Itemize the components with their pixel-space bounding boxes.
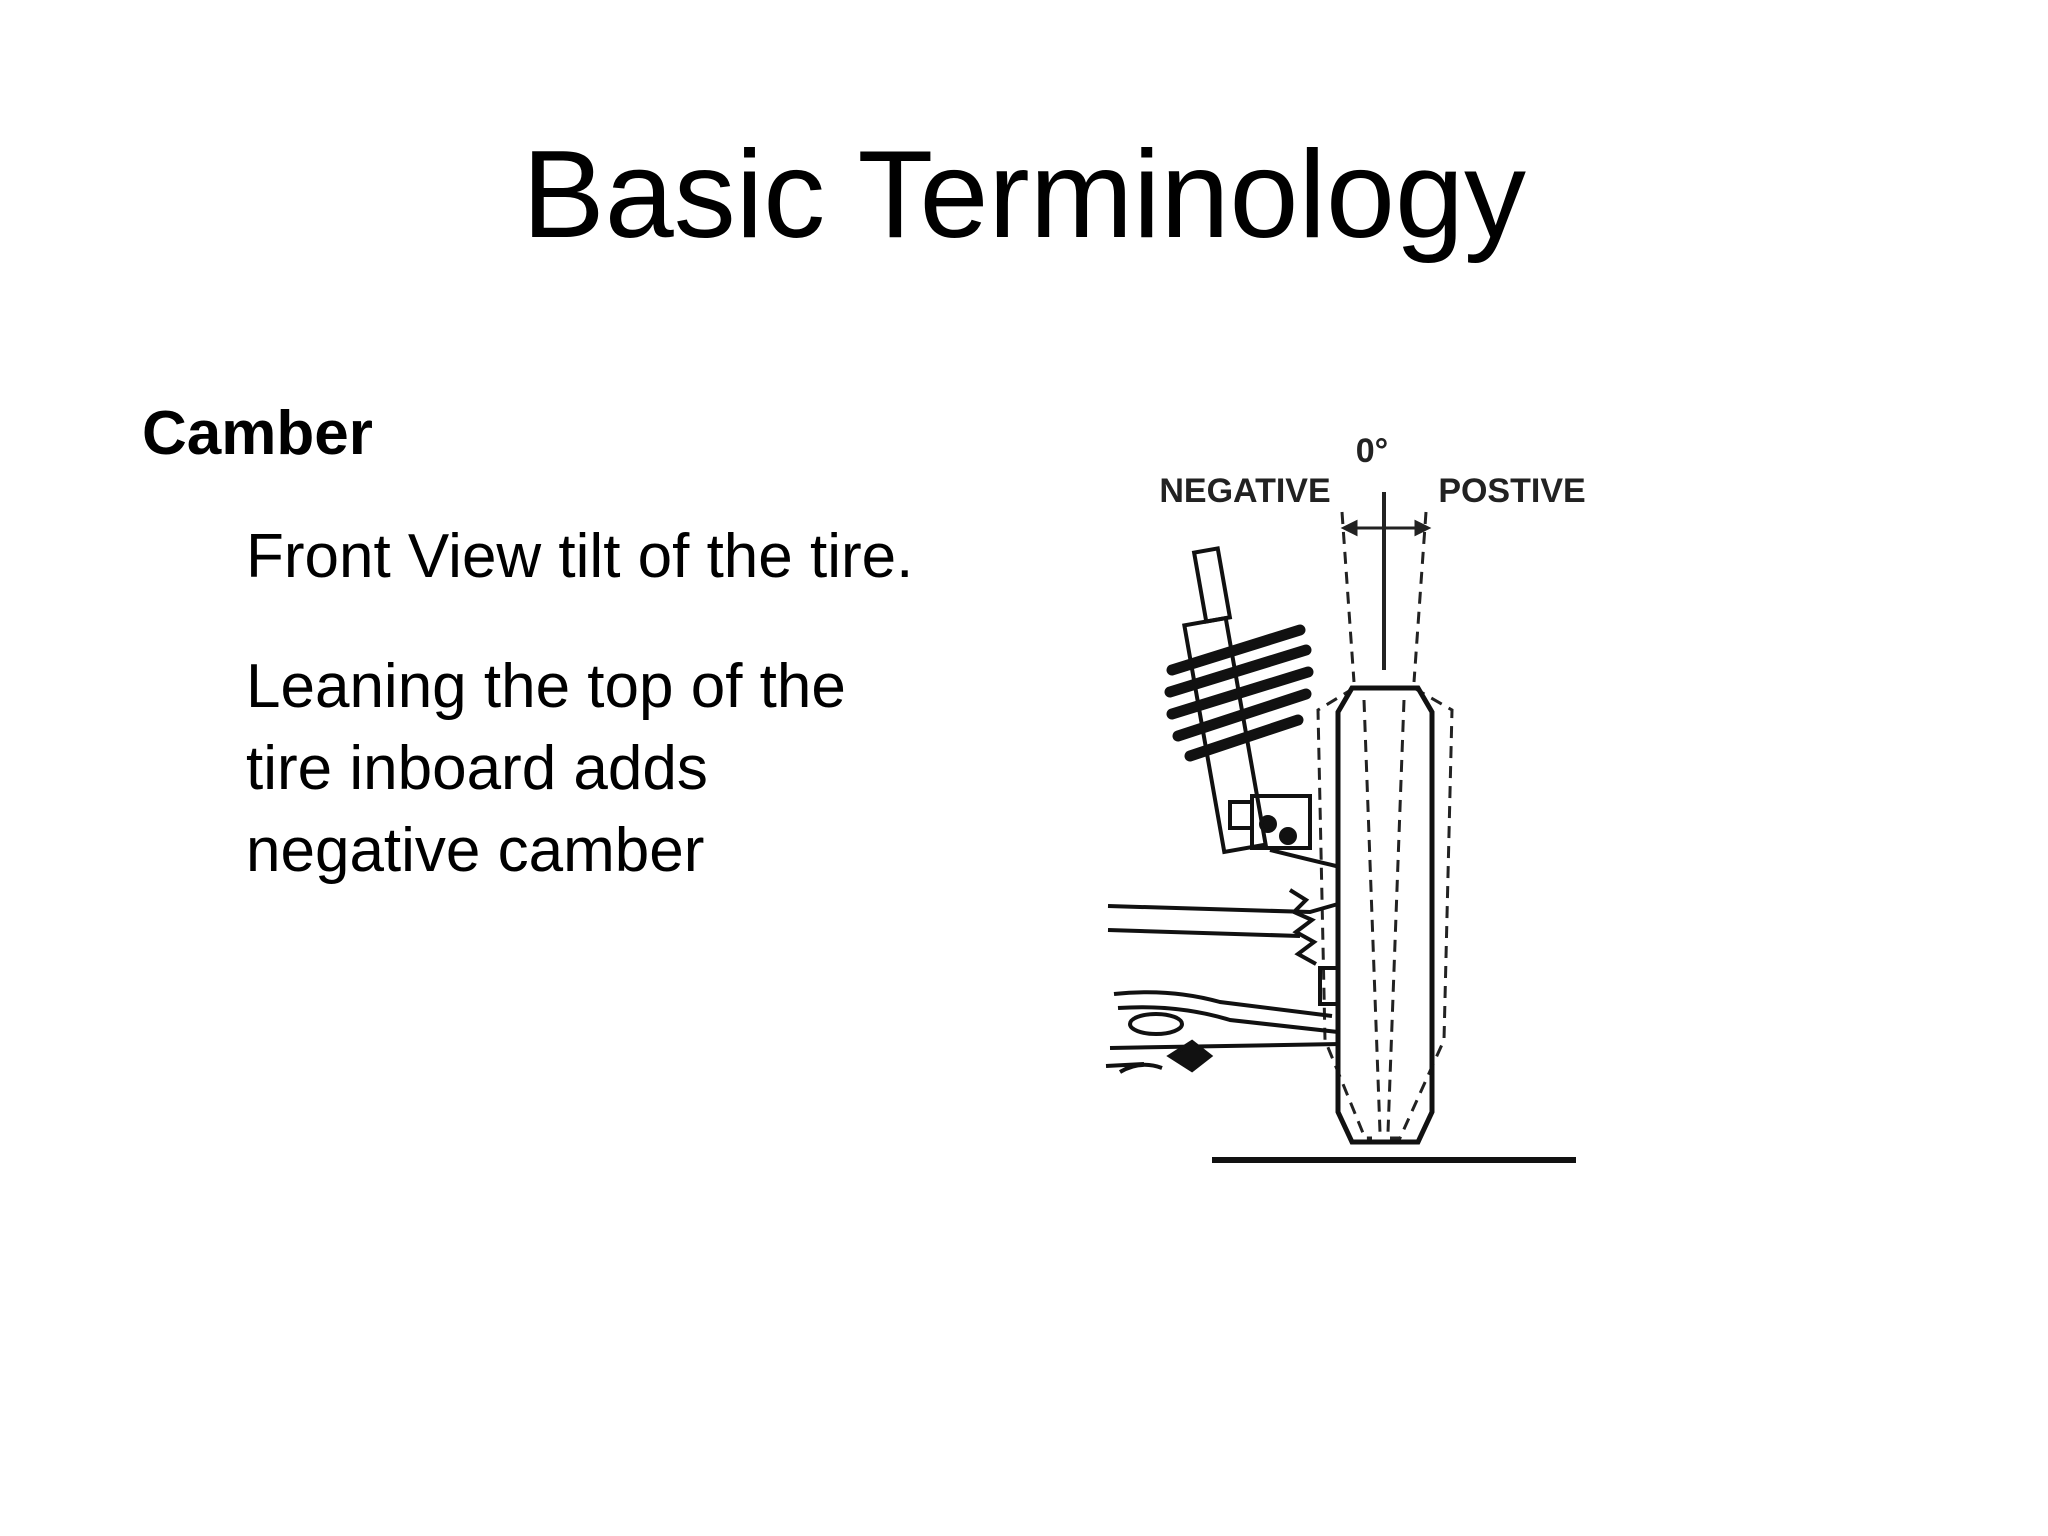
slide-title: Basic Terminology: [522, 126, 1526, 264]
definition-text: Front View tilt of the tire.: [246, 522, 914, 591]
negative-label: NEGATIVE: [1159, 472, 1331, 510]
strut-assembly: [1170, 548, 1336, 866]
description-line-2: tire inboard adds: [246, 734, 708, 803]
control-arms: [1106, 890, 1340, 1072]
section-heading-camber: Camber: [142, 399, 373, 468]
positive-label: POSTIVE: [1438, 472, 1586, 510]
camber-diagram: [1100, 420, 1620, 1180]
zero-degree-label: 0°: [1355, 432, 1389, 470]
description-line-3: negative camber: [246, 816, 705, 885]
tire-shape: [1338, 688, 1432, 1142]
description-line-1: Leaning the top of the: [246, 652, 846, 721]
